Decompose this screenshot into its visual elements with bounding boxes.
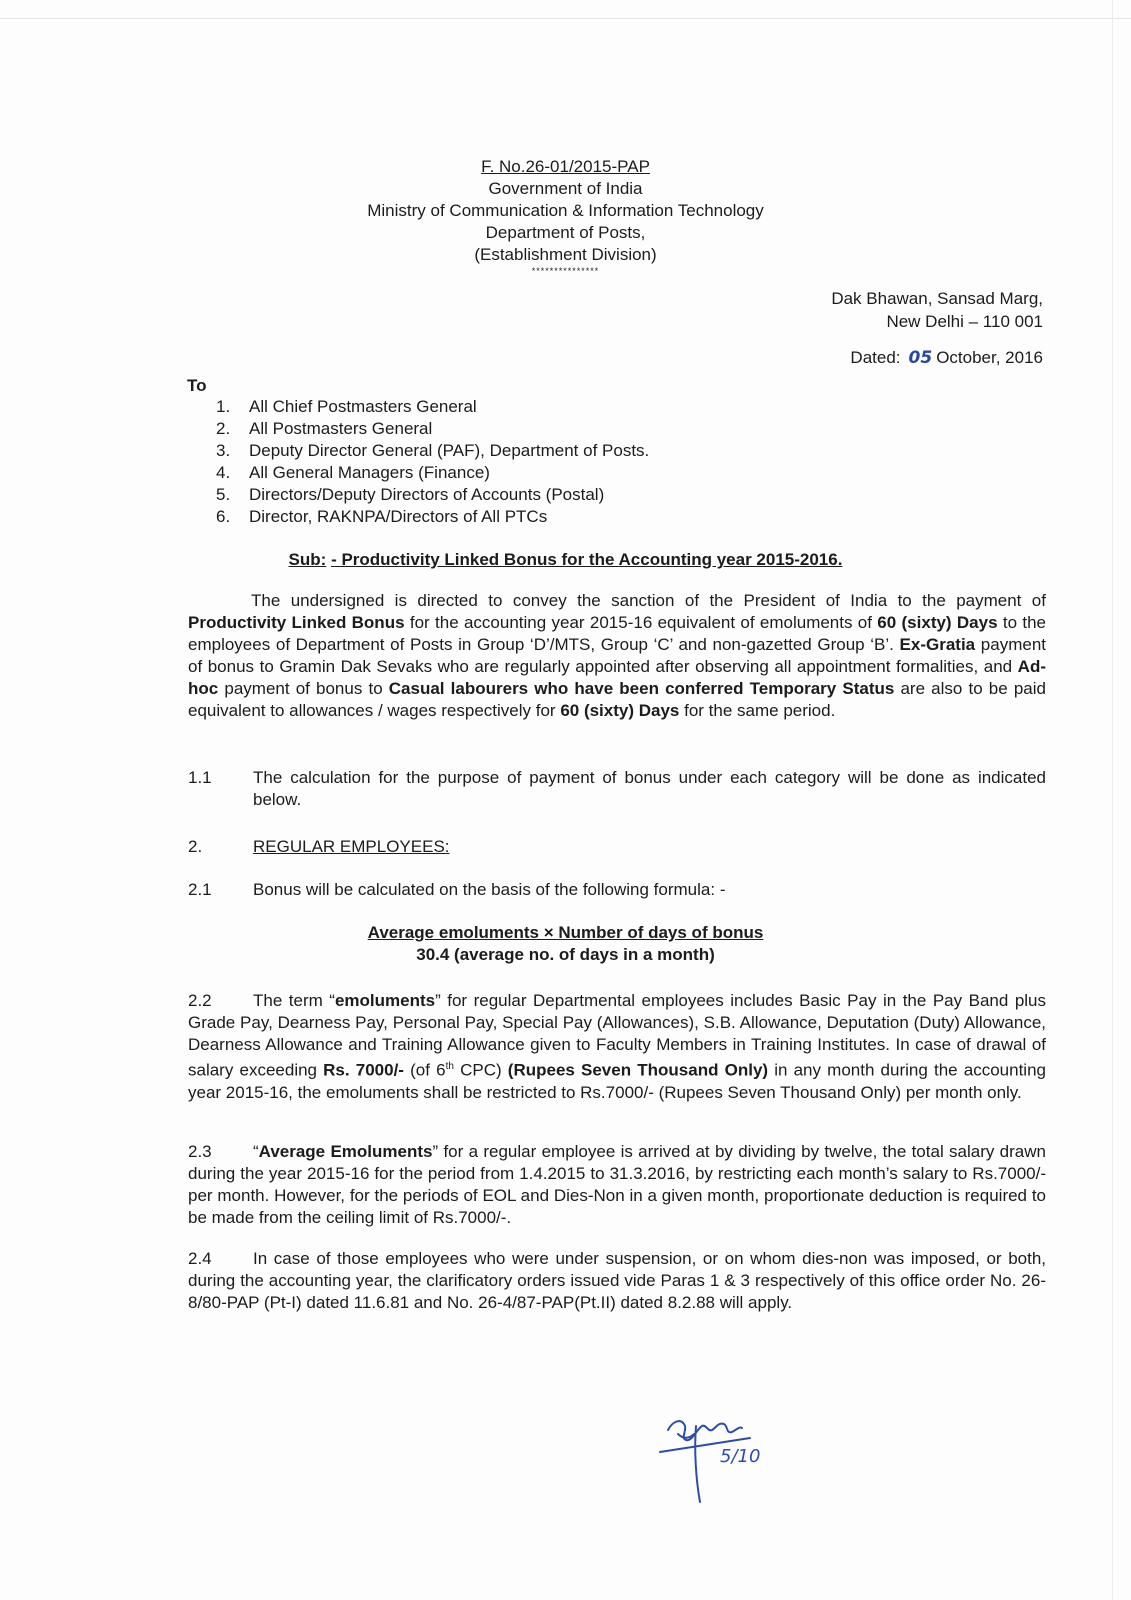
- stars-divider: ***************: [531, 266, 600, 276]
- subject-text: - Productivity Linked Bonus for the Accounting year 2015-2016.: [331, 550, 843, 569]
- subject-label: Sub:: [288, 550, 327, 569]
- recipient-list: [216, 396, 649, 528]
- sender-address: [831, 287, 1043, 333]
- dated-label: Dated:: [850, 348, 901, 367]
- division-line: (Establishment Division): [474, 245, 657, 264]
- formula-denominator: 30.4 (average no. of days in a month): [416, 945, 715, 964]
- list-item: 6. Director, RAKNPA/Directors of All PTCs: [216, 507, 548, 526]
- section-number: 2.: [188, 837, 203, 856]
- file-number: F. No.26-01/2015-PAP: [481, 157, 650, 176]
- government-line: Government of India: [488, 179, 643, 198]
- paragraph-2-2: 2.2 The term “emoluments” for regular Departmental employees includes Basic Pay in the Pay Band plus Grade Pay, Dearness Pay, Personal Pay, Special Pay (Allowances), S.B. Allowance, Deputation (Duty) Allowance, Dearness Allowance and Training Allowance given to Faculty Members in Training Institutes. In case of drawal of salary exceeding Rs. 7000/- (of 6th CPC) (Rupees Seven Thousand Only) in any month during the accounting year 2015-16, the emoluments shall be restricted to Rs.7000/- (Rupees Seven Thousand Only) per month only.: [188, 991, 1046, 1102]
- page-top-edge: [0, 18, 1131, 19]
- paragraph-number: 2.1: [188, 880, 212, 899]
- paragraph-2-3: 2.3 “Average Emoluments” for a regular employee is arrived at by dividing by twelve, the total salary drawn during the year 2015-16 for the period from 1.4.2015 to 31.3.2016, by restricting each month’s salary to Rs.7000/- per month. However, for the periods of EOL and Dies-Non in a given month, proportionate deduction is required to be made from the ceiling limit of Rs.7000/-.: [188, 1142, 1046, 1227]
- paragraph-text: The calculation for the purpose of payment of bonus under each category will be done as indicated below.: [253, 768, 1046, 809]
- bonus-formula: [0, 922, 1131, 966]
- paragraph-number: 2.2: [188, 991, 212, 1010]
- dated-month-year: October, 2016: [936, 348, 1043, 367]
- paragraph-text: Bonus will be calculated on the basis of the following formula: -: [253, 880, 726, 899]
- list-item: 3. Deputy Director General (PAF), Department of Posts.: [216, 441, 650, 460]
- list-item: 2. All Postmasters General: [216, 419, 433, 438]
- paragraph-number: 2.3: [188, 1142, 212, 1161]
- list-item: 5. Directors/Deputy Directors of Accounts (Postal): [216, 485, 605, 504]
- signature-date-note: 5/10: [720, 1446, 760, 1467]
- paragraph-number: 2.4: [188, 1249, 212, 1268]
- to-label: To: [187, 376, 207, 395]
- paragraph-1-1: [188, 767, 1046, 811]
- address-line-1: Dak Bhawan, Sansad Marg,: [831, 289, 1043, 308]
- handwritten-signature: [650, 1400, 760, 1510]
- intro-paragraph: The undersigned is directed to convey the sanction of the President of India to the payment of Productivity Linked Bonus for the accounting year 2015-16 equivalent of emoluments of 60 (sixty) Days to the employees of Department of Posts in Group ‘D’/MTS, Group ‘C’ and non-gazetted Group ‘B’. Ex-Gratia payment of bonus to Gramin Dak Sevaks who are regularly appointed after observing all appointment formalities, and Ad-hoc payment of bonus to Casual labourers who have been conferred Temporary Status are also to be paid equivalent to allowances / wages respectively for 60 (sixty) Days for the same period.: [188, 591, 1046, 720]
- ministry-line: Ministry of Communication & Information Technology: [367, 201, 764, 220]
- formula-numerator: Average emoluments × Number of days of bonus: [367, 923, 764, 942]
- paragraph-number: 1.1: [188, 768, 212, 787]
- address-line-2: New Delhi – 110 001: [886, 312, 1043, 331]
- list-item: 4. All General Managers (Finance): [216, 463, 490, 482]
- handwritten-day: 05: [908, 348, 933, 368]
- subject-line: [0, 550, 1131, 570]
- paragraph-2-4: 2.4 In case of those employees who were under suspension, or on whom dies-non was imposed, or both, during the accounting year, the clarificatory orders issued vide Paras 1 & 3 respectively of this office order No. 26-8/80-PAP (Pt-I) dated 11.6.81 and No. 26-4/87-PAP(Pt.II) dated 8.2.88 will apply.: [188, 1249, 1046, 1312]
- list-item: 1. All Chief Postmasters General: [216, 397, 477, 416]
- paragraph-2-1: [188, 879, 1046, 901]
- section-2-heading: [188, 836, 1046, 858]
- department-line: Department of Posts,: [485, 223, 646, 242]
- section-title: REGULAR EMPLOYEES:: [253, 837, 450, 856]
- letterhead: [0, 156, 1131, 276]
- date-line: [850, 348, 1043, 368]
